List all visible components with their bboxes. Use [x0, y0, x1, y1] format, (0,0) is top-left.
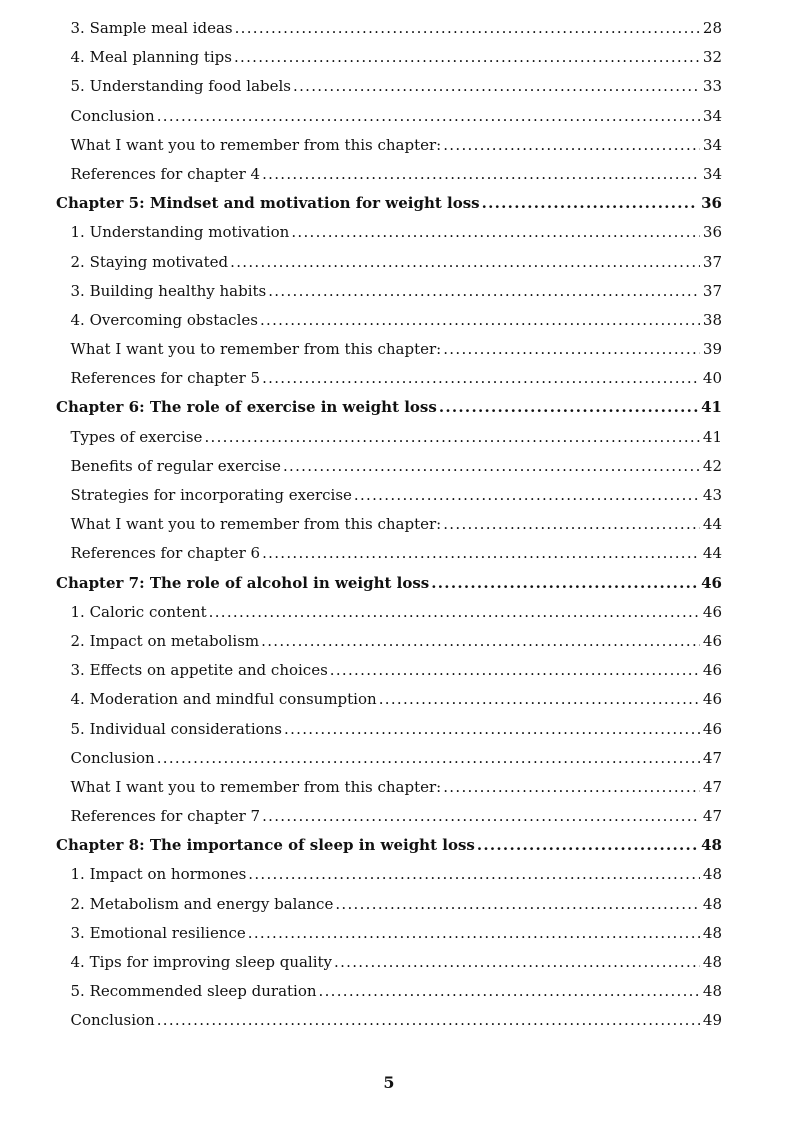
dot-leader [477, 831, 698, 860]
toc-sub-entry[interactable] [56, 685, 722, 714]
toc-sub-entry[interactable] [56, 890, 722, 919]
footer-page-number: 5 [383, 1073, 395, 1092]
toc-entry-label: 3. Emotional resilience [70, 923, 246, 942]
toc-entry-page: 48 [701, 836, 722, 855]
dot-leader [319, 977, 700, 1006]
toc-sub-entry[interactable] [56, 335, 722, 364]
toc-entry-label: 4. Meal planning tips [70, 48, 232, 67]
toc-entry-page: 46 [702, 631, 722, 650]
toc-sub-entry[interactable] [56, 423, 722, 452]
dot-leader [335, 890, 700, 919]
toc-entry-label: What I want you to remember from this chapter: [70, 135, 442, 154]
dot-leader [443, 773, 700, 802]
toc-entry-page: 48 [702, 953, 722, 971]
toc-sub-entry[interactable] [56, 14, 722, 43]
toc-chapter-entry[interactable] [56, 393, 722, 422]
dot-leader [268, 277, 700, 306]
toc-sub-entry[interactable] [56, 160, 722, 189]
toc-entry-label: Chapter 8: The importance of sleep in weight loss [56, 836, 475, 855]
dot-leader [334, 948, 700, 977]
toc-entry-page: 42 [702, 456, 722, 475]
toc-sub-entry[interactable] [56, 102, 722, 131]
dot-leader [234, 43, 700, 72]
dot-leader [235, 14, 700, 43]
toc-entry-page: 34 [702, 164, 722, 183]
toc-entry-label: 4. Tips for improving sleep quality [70, 953, 333, 971]
toc-entry-page: 41 [701, 398, 722, 417]
toc-entry-page: 28 [702, 19, 722, 37]
toc-entry-page: 48 [702, 982, 722, 1001]
toc-sub-entry[interactable] [56, 306, 722, 335]
dot-leader [431, 569, 698, 598]
toc-entry-label: 1. Impact on hormones [70, 865, 247, 884]
toc-entry-label: 5. Recommended sleep duration [70, 982, 317, 1001]
toc-entry-page: 49 [702, 1011, 722, 1030]
dot-leader [157, 1006, 700, 1035]
toc-sub-entry[interactable] [56, 481, 722, 510]
dot-leader [443, 131, 700, 160]
dot-leader [157, 744, 700, 773]
toc-entry-page: 38 [702, 310, 722, 329]
dot-leader [209, 598, 700, 627]
toc-entry-page: 46 [701, 573, 722, 592]
toc-entry-label: References for chapter 6 [70, 544, 261, 563]
toc-entry-page: 47 [702, 777, 722, 796]
dot-leader [261, 627, 700, 656]
toc-entry-label: 5. Understanding food labels [70, 77, 291, 96]
dot-leader [291, 218, 700, 247]
toc-entry-page: 37 [702, 281, 722, 300]
toc-entry-label: Benefits of regular exercise [70, 456, 281, 475]
toc-entry-label: What I want you to remember from this chapter: [70, 340, 442, 359]
toc-sub-entry[interactable] [56, 977, 722, 1006]
toc-chapter-entry[interactable] [56, 569, 722, 598]
toc-chapter-entry[interactable] [56, 831, 722, 860]
toc-sub-entry[interactable] [56, 1006, 722, 1035]
dot-leader [354, 481, 700, 510]
toc-entry-page: 46 [702, 602, 722, 621]
dot-leader [330, 656, 700, 685]
toc-entry-page: 48 [702, 923, 722, 942]
toc-sub-entry[interactable] [56, 72, 722, 101]
toc-entry-label: Chapter 7: The role of alcohol in weight loss [56, 573, 430, 592]
dot-leader [439, 393, 698, 422]
toc-entry-page: 36 [701, 194, 722, 213]
toc-entry-page: 46 [702, 719, 722, 738]
dot-leader [248, 860, 700, 889]
toc-entry-page: 41 [702, 427, 722, 446]
toc-sub-entry[interactable] [56, 744, 722, 773]
toc-entry-label: Conclusion [70, 748, 155, 767]
toc-sub-entry[interactable] [56, 218, 722, 247]
dot-leader [284, 715, 700, 744]
toc-entry-label: 4. Moderation and mindful consumption [70, 690, 377, 709]
toc-entry-label: Strategies for incorporating exercise [70, 486, 352, 504]
toc-entry-page: 32 [702, 48, 722, 67]
toc-entry-label: 1. Caloric content [70, 602, 207, 621]
toc-sub-entry[interactable] [56, 510, 722, 539]
toc-chapter-entry[interactable] [56, 189, 722, 218]
dot-leader [443, 335, 700, 364]
toc-entry-page: 39 [702, 340, 722, 359]
toc-sub-entry[interactable] [56, 598, 722, 627]
toc-entry-label: References for chapter 4 [70, 164, 261, 183]
dot-leader [482, 189, 699, 218]
dot-leader [204, 423, 699, 452]
toc-sub-entry[interactable] [56, 539, 722, 568]
dot-leader [262, 160, 700, 189]
toc-entry-page: 46 [702, 690, 722, 709]
toc-entry-page: 47 [702, 748, 722, 767]
toc-entry-label: What I want you to remember from this chapter: [70, 515, 442, 534]
toc-entry-page: 33 [702, 77, 722, 96]
toc-entry-page: 37 [702, 252, 722, 271]
toc-sub-entry[interactable] [56, 277, 722, 306]
toc-entry-label: 3. Sample meal ideas [70, 19, 233, 37]
dot-leader [283, 452, 700, 481]
toc-sub-entry[interactable] [56, 43, 722, 72]
toc-entry-label: Types of exercise [70, 427, 203, 446]
dot-leader [379, 685, 700, 714]
toc-entry-label: 2. Impact on metabolism [70, 631, 260, 650]
toc-entry-label: Chapter 5: Mindset and motivation for weight loss [56, 194, 480, 213]
toc-entry-page: 44 [702, 544, 722, 563]
toc-entry-label: What I want you to remember from this chapter: [70, 777, 442, 796]
toc-entry-page: 34 [702, 135, 722, 154]
toc-entry-page: 44 [702, 515, 722, 534]
toc-entry-label: 5. Individual considerations [70, 719, 283, 738]
dot-leader [260, 306, 700, 335]
toc-entry-label: 3. Effects on appetite and choices [70, 661, 328, 680]
toc-entry-page: 48 [702, 894, 722, 913]
toc-entry-label: Conclusion [70, 106, 155, 125]
toc-entry-label: References for chapter 5 [70, 369, 261, 388]
toc-sub-entry[interactable] [56, 248, 722, 277]
toc-entry-page: 43 [702, 486, 722, 504]
toc-entry-page: 46 [702, 661, 722, 680]
toc-entry-label: 4. Overcoming obstacles [70, 310, 258, 329]
toc-sub-entry[interactable] [56, 919, 722, 948]
toc-entry-label: References for chapter 7 [70, 807, 261, 826]
toc-sub-entry[interactable] [56, 131, 722, 160]
toc-sub-entry[interactable] [56, 364, 722, 393]
toc-sub-entry[interactable] [56, 802, 722, 831]
dot-leader [443, 510, 700, 539]
toc-sub-entry[interactable] [56, 627, 722, 656]
toc-sub-entry[interactable] [56, 773, 722, 802]
toc-entry-label: Chapter 6: The role of exercise in weight loss [56, 398, 437, 417]
toc-entry-label: 2. Staying motivated [70, 252, 229, 271]
dot-leader [262, 802, 700, 831]
toc-entry-page: 36 [702, 223, 722, 242]
dot-leader [293, 72, 700, 101]
toc-entry-label: 1. Understanding motivation [70, 223, 290, 242]
toc-sub-entry[interactable] [56, 452, 722, 481]
dot-leader [262, 364, 700, 393]
toc-entry-page: 40 [702, 369, 722, 388]
dot-leader [230, 248, 700, 277]
toc-entry-page: 34 [702, 106, 722, 125]
dot-leader [262, 539, 700, 568]
toc-sub-entry[interactable] [56, 948, 722, 977]
toc-sub-entry[interactable] [56, 860, 722, 889]
dot-leader [157, 102, 700, 131]
toc-entry-page: 47 [702, 807, 722, 826]
toc-entry-label: 3. Building healthy habits [70, 281, 267, 300]
toc-entry-page: 48 [702, 865, 722, 884]
dot-leader [248, 919, 700, 948]
toc-sub-entry[interactable] [56, 656, 722, 685]
toc-entry-label: Conclusion [70, 1011, 155, 1030]
toc-entry-label: 2. Metabolism and energy balance [70, 894, 334, 913]
toc-sub-entry[interactable] [56, 715, 722, 744]
